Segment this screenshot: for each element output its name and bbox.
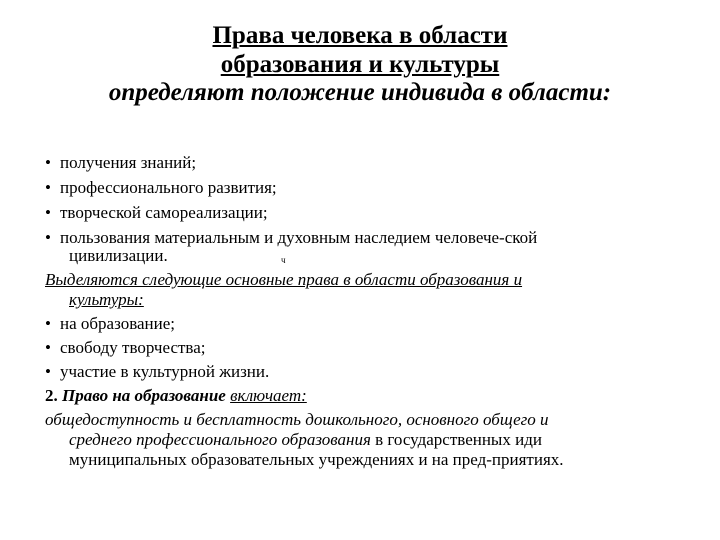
bullet-icon: • bbox=[45, 338, 51, 357]
section-2-line-3: муниципальных образовательных учреждениях и на пред-приятиях. bbox=[69, 450, 564, 469]
area-list-item: творческой самореализации; bbox=[60, 203, 268, 222]
section-2-heading-includes: включает: bbox=[230, 386, 307, 405]
section-2-line-2 bbox=[69, 430, 542, 450]
area-list-item-continuation: цивилизации. bbox=[69, 246, 168, 265]
bullet-icon: • bbox=[45, 228, 51, 247]
section-2-heading-bold: Право на образование bbox=[62, 386, 226, 405]
rights-list-item: участие в культурной жизни. bbox=[60, 362, 270, 381]
bullet-icon: • bbox=[45, 362, 51, 381]
title-line-1: Права человека в области bbox=[212, 22, 508, 49]
area-list-item: пользования материальным и духовным наследием человече-ской bbox=[60, 228, 538, 247]
area-list-item: профессионального развития; bbox=[60, 178, 277, 197]
bullet-icon: • bbox=[45, 178, 51, 197]
rights-list-item: на образование; bbox=[60, 314, 176, 333]
rights-intro-line-1: Выделяются следующие основные права в области образования и bbox=[45, 270, 523, 289]
title-line-2: образования и культуры bbox=[220, 51, 500, 78]
section-2-line-2-italic: среднего профессионального образования bbox=[69, 430, 371, 449]
rights-intro-line-2: культуры: bbox=[69, 290, 144, 309]
section-2-heading bbox=[45, 386, 307, 406]
area-list-item: получения знаний; bbox=[60, 153, 197, 172]
subtitle: определяют положение индивида в области: bbox=[108, 79, 612, 106]
section-2-number: 2. bbox=[45, 386, 58, 405]
section-2-line-1: общедоступность и бесплатность дошкольного, основного общего и bbox=[45, 410, 549, 429]
section-2-line-2-rest: в государственных иди bbox=[370, 430, 542, 449]
stray-mark: ч bbox=[281, 255, 286, 265]
bullet-icon: • bbox=[45, 314, 51, 333]
bullet-icon: • bbox=[45, 153, 51, 172]
bullet-icon: • bbox=[45, 203, 51, 222]
rights-list-item: свободу творчества; bbox=[60, 338, 206, 357]
